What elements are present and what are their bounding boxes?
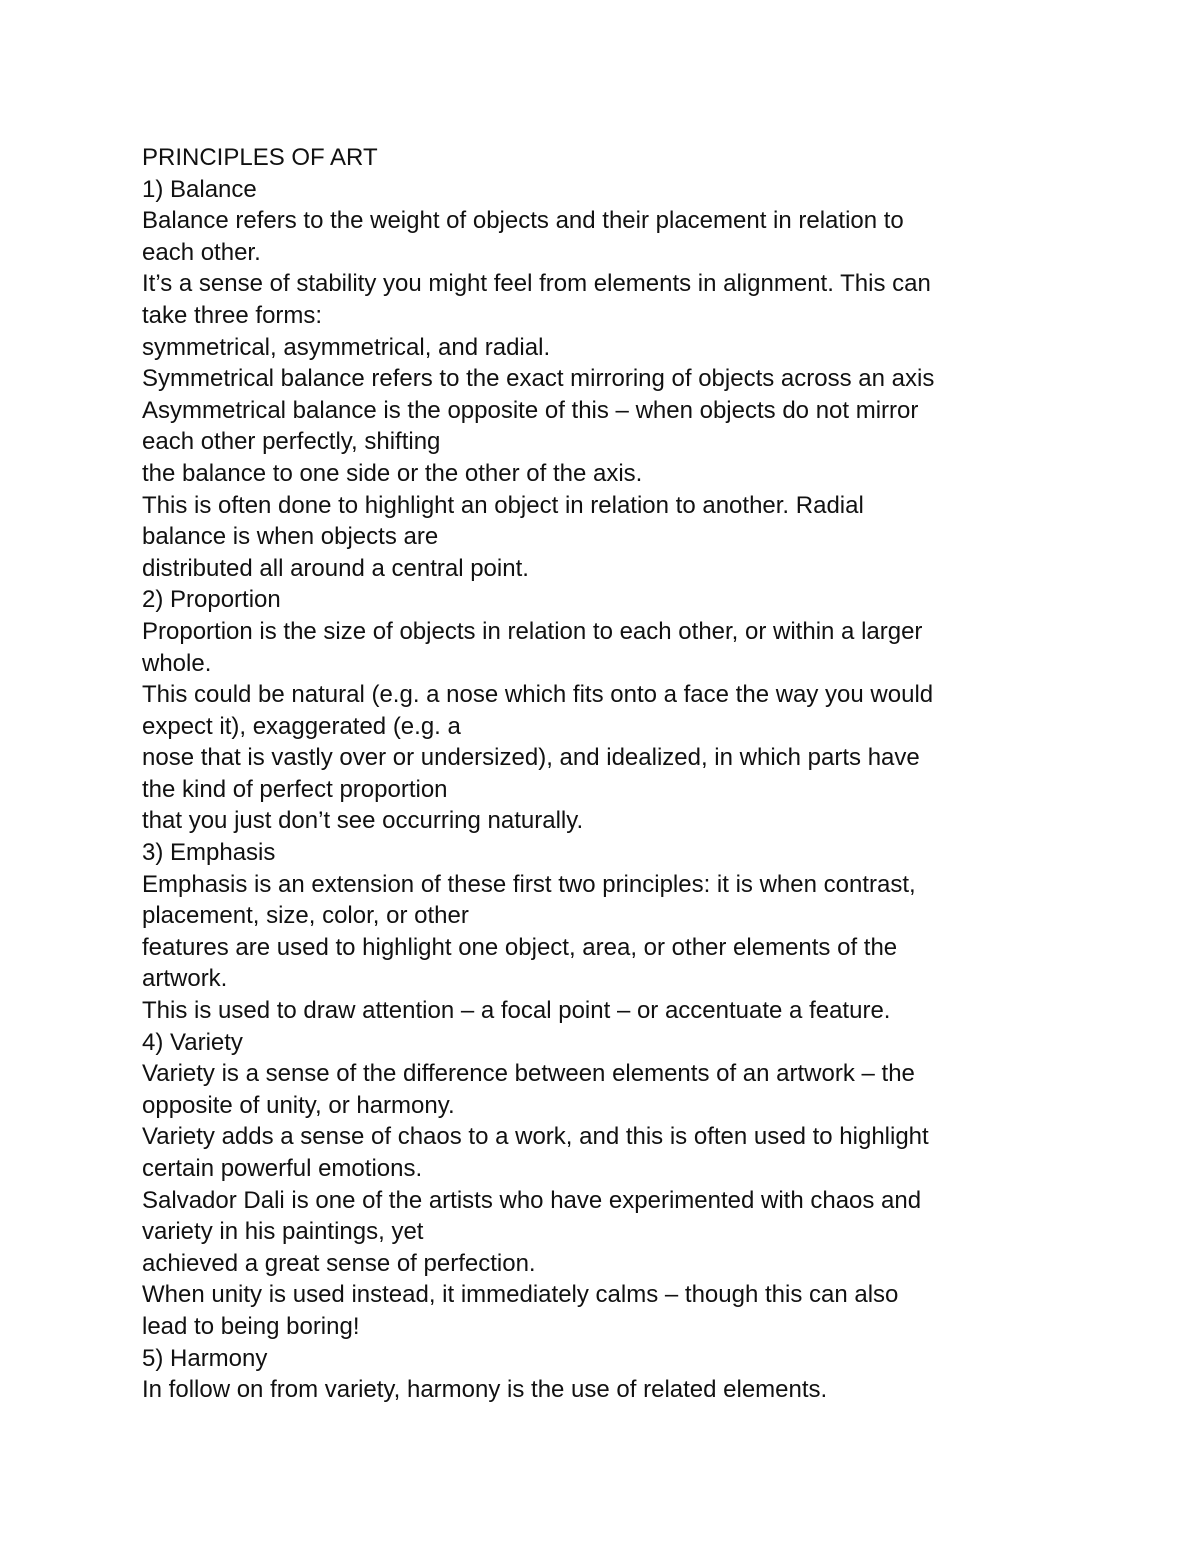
text-line: Balance refers to the weight of objects and their placement in relation to [142, 207, 904, 235]
section-heading-proportion: 2) Proportion [142, 586, 281, 614]
text-line: each other perfectly, shifting [142, 428, 441, 456]
text-line: the balance to one side or the other of the axis. [142, 459, 643, 487]
text-line: Variety adds a sense of chaos to a work, and this is often used to highlight [142, 1123, 929, 1151]
text-line: placement, size, color, or other [142, 902, 469, 930]
section-heading-balance: 1) Balance [142, 175, 257, 203]
text-line: Asymmetrical balance is the opposite of this – when objects do not mirror [142, 396, 919, 424]
text-line: This is often done to highlight an object in relation to another. Radial [142, 491, 864, 519]
text-line: certain powerful emotions. [142, 1155, 423, 1182]
text-line: This could be natural (e.g. a nose which fits onto a face the way you would [142, 681, 934, 709]
text-line: distributed all around a central point. [142, 554, 529, 582]
text-line: that you just don’t see occurring naturally. [142, 807, 584, 835]
text-line: In follow on from variety, harmony is the use of related elements. [142, 1376, 828, 1404]
text-line: the kind of perfect proportion [142, 775, 448, 803]
section-heading-variety: 4) Variety [142, 1028, 243, 1056]
text-line: nose that is vastly over or undersized), and idealized, in which parts have [142, 744, 920, 772]
text-line: achieved a great sense of perfection. [142, 1249, 536, 1277]
document-title: PRINCIPLES OF ART [142, 144, 378, 171]
text-line: features are used to highlight one object, area, or other elements of the [142, 933, 898, 961]
text-line: opposite of unity, or harmony. [142, 1091, 455, 1119]
text-line: symmetrical, asymmetrical, and radial. [142, 333, 551, 361]
text-line: This is used to draw attention – a focal point – or accentuate a feature. [142, 997, 891, 1025]
text-line: Symmetrical balance refers to the exact mirroring of objects across an axis [142, 365, 935, 393]
text-line: Variety is a sense of the difference between elements of an artwork – the [142, 1060, 915, 1088]
text-line: Emphasis is an extension of these first two principles: it is when contrast, [142, 870, 916, 898]
text-line: Salvador Dali is one of the artists who have experimented with chaos and [142, 1186, 922, 1214]
section-heading-emphasis: 3) Emphasis [142, 839, 276, 867]
text-line: take three forms: [142, 301, 323, 329]
text-line: Proportion is the size of objects in relation to each other, or within a larger [142, 617, 923, 645]
text-line: artwork. [142, 965, 228, 993]
text-line: lead to being boring! [142, 1312, 360, 1340]
text-line: each other. [142, 238, 261, 266]
text-line: balance is when objects are [142, 523, 439, 551]
text-line: It’s a sense of stability you might feel from elements in alignment. This can [142, 270, 931, 298]
section-heading-harmony: 5) Harmony [142, 1344, 268, 1372]
text-line: variety in his paintings, yet [142, 1218, 424, 1246]
text-line: whole. [142, 649, 212, 677]
text-line: expect it), exaggerated (e.g. a [142, 712, 461, 740]
text-line: When unity is used instead, it immediately calms – though this can also [142, 1281, 899, 1309]
document-body [142, 142, 1082, 1406]
